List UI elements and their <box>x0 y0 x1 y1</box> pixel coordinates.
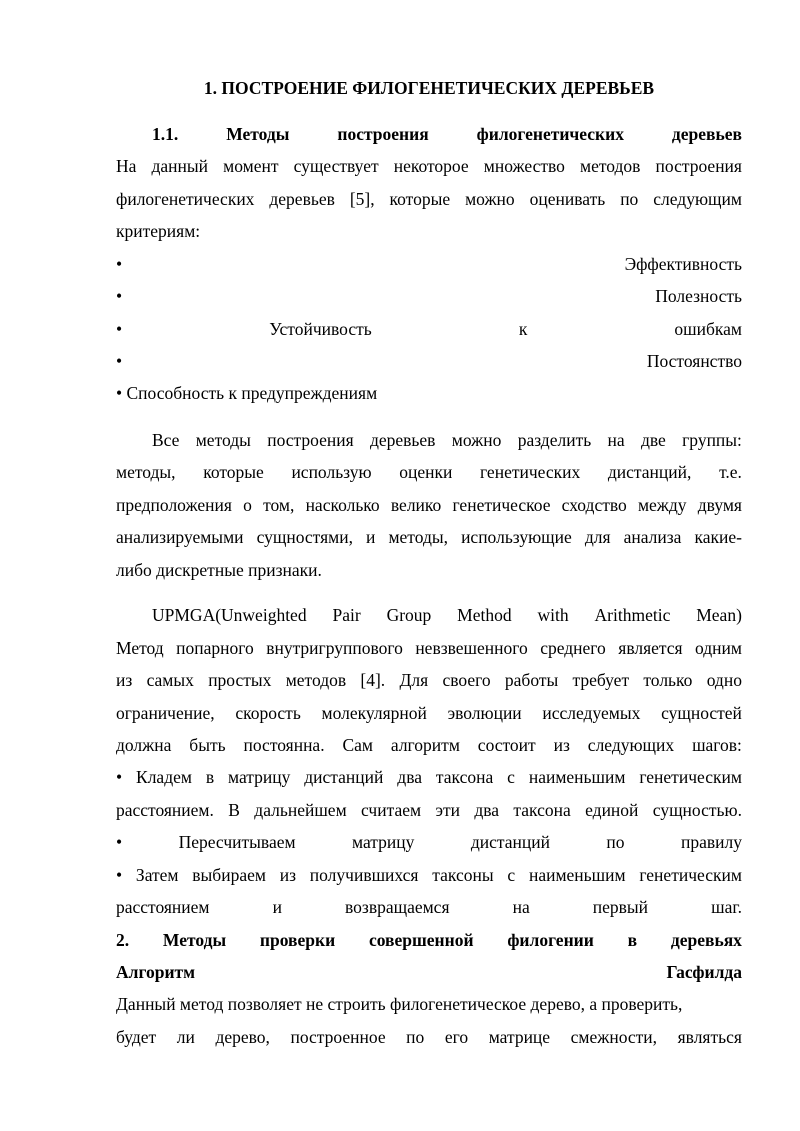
word: • <box>116 767 123 787</box>
word: из <box>279 865 296 885</box>
word: первый <box>592 897 649 917</box>
word: шагов: <box>692 735 742 755</box>
word: Pair <box>332 605 361 625</box>
word: построенное <box>290 1027 386 1047</box>
word: два <box>397 767 423 787</box>
word: деревьев <box>269 189 335 209</box>
word: дерево, <box>215 1027 270 1047</box>
word: попарного <box>176 638 254 658</box>
word: генетических <box>479 462 581 482</box>
word: Сам <box>342 735 373 755</box>
word: Алгоритм <box>116 962 196 982</box>
word: матрицу <box>228 767 291 787</box>
word: Постоянство <box>646 351 742 371</box>
word: две <box>640 430 666 450</box>
word: сходство <box>561 495 627 515</box>
paragraph-3-line-9 <box>116 863 742 887</box>
word: таксона <box>513 800 571 820</box>
word: ограничение, <box>116 703 215 723</box>
word: филогении <box>507 930 594 950</box>
word: построения <box>655 156 742 176</box>
word: дальнейшем <box>254 800 347 820</box>
paragraph-2-line-4 <box>116 525 742 549</box>
word: Arithmetic <box>594 605 671 625</box>
paragraph-3-line-5 <box>116 733 742 757</box>
word: эволюции <box>447 703 522 723</box>
word: работы <box>504 670 559 690</box>
word: • <box>116 254 123 274</box>
word: Эффективность <box>624 254 742 274</box>
word: исследуемых <box>542 703 641 723</box>
word: UPMGA(Unweighted <box>152 605 307 625</box>
word: смежности, <box>570 1027 658 1047</box>
word: и <box>366 527 376 547</box>
word: использую <box>291 462 372 482</box>
criteria-item-warnings: • Способность к предупреждениям <box>116 383 378 403</box>
word: Пересчитываем <box>178 832 296 852</box>
word: какие- <box>694 527 742 547</box>
word: том, <box>263 495 295 515</box>
paragraph-3-line-6 <box>116 765 742 789</box>
word: следующим <box>653 189 742 209</box>
paragraph-2-line-1 <box>152 428 742 452</box>
word: [5], <box>349 189 375 209</box>
word: • <box>116 351 123 371</box>
word: наименьшим <box>528 767 626 787</box>
paragraph-3-line-10 <box>116 895 742 919</box>
paragraph-2-line-2 <box>116 460 742 484</box>
word: 2. <box>116 930 130 950</box>
word: генетическим <box>639 865 742 885</box>
word: методы <box>195 430 251 450</box>
word: эти <box>435 800 460 820</box>
word: методы, <box>388 527 448 547</box>
paragraph-4-line-2 <box>116 1025 742 1049</box>
word: матрице <box>488 1027 551 1047</box>
criteria-item-robustness <box>116 317 742 341</box>
word: наименьшим <box>528 865 626 885</box>
word: своего <box>442 670 491 690</box>
word: • <box>116 319 123 339</box>
paragraph-1-line-2 <box>116 187 742 211</box>
word: Методы <box>226 124 290 144</box>
word: некоторое <box>393 156 469 176</box>
word: совершенной <box>368 930 474 950</box>
word: • <box>116 865 123 885</box>
word: Method <box>457 605 512 625</box>
word: в <box>205 767 215 787</box>
word: 1.1. <box>152 124 179 144</box>
word: предположения <box>116 495 232 515</box>
word: одно <box>706 670 742 690</box>
word: разделить <box>517 430 592 450</box>
section-1-1-heading <box>152 122 742 146</box>
word: расстоянием. <box>116 800 214 820</box>
word: самых <box>146 670 194 690</box>
word: генетическое <box>452 495 551 515</box>
word: ошибкам <box>674 319 742 339</box>
section-2-subheading <box>116 960 742 984</box>
word: алгоритм <box>390 735 460 755</box>
word: одним <box>695 638 742 658</box>
word: анализа <box>623 527 682 547</box>
paragraph-2-line-3 <box>116 493 742 517</box>
chapter-title: 1. ПОСТРОЕНИЕ ФИЛОГЕНЕТИЧЕСКИХ ДЕРЕВЬЕВ <box>203 78 655 98</box>
word: по <box>606 832 625 852</box>
word: в <box>627 930 638 950</box>
word: использующие <box>461 527 572 547</box>
word: дистанций <box>470 832 550 852</box>
word: проверки <box>259 930 336 950</box>
paragraph-3-line-7 <box>116 798 742 822</box>
word: для <box>584 527 611 547</box>
word: велико <box>390 495 442 515</box>
word: сущностей <box>661 703 742 723</box>
word: по <box>406 1027 425 1047</box>
word: На <box>116 156 137 176</box>
word: должна <box>116 735 172 755</box>
word: из <box>116 670 133 690</box>
paragraph-3-line-3 <box>116 668 742 692</box>
word: о <box>243 495 252 515</box>
word: является <box>618 638 683 658</box>
word: считаем <box>361 800 422 820</box>
word: среднего <box>540 638 606 658</box>
word: • <box>116 832 123 852</box>
word: таксоны <box>432 865 494 885</box>
word: будет <box>116 1027 157 1047</box>
paragraph-3-line-2 <box>116 636 742 660</box>
word: анализируемыми <box>116 527 244 547</box>
word: молекулярной <box>321 703 427 723</box>
word: оценки <box>399 462 453 482</box>
word: Устойчивость <box>269 319 372 339</box>
word: которые <box>203 462 264 482</box>
paragraph-1-line-1 <box>116 154 742 178</box>
word: деревьях <box>670 930 742 950</box>
word: шаг. <box>711 897 742 917</box>
word: состоит <box>477 735 536 755</box>
criteria-item-usefulness <box>116 284 742 308</box>
paragraph-1-line-3: критериям: <box>116 221 201 241</box>
word: единой <box>585 800 639 820</box>
word: Метод <box>116 638 164 658</box>
paragraph-3-line-1 <box>152 603 742 627</box>
paragraph-2-line-5: либо дискретные признаки. <box>116 560 322 580</box>
word: • <box>116 286 123 306</box>
word: расстоянием <box>116 897 210 917</box>
word: методы, <box>116 462 176 482</box>
word: можно <box>451 430 502 450</box>
word: оценивать <box>529 189 606 209</box>
word: Group <box>386 605 432 625</box>
word: построения <box>267 430 354 450</box>
word: насколько <box>305 495 380 515</box>
word: с <box>507 767 515 787</box>
word: т.е. <box>719 462 742 482</box>
word: данный <box>151 156 209 176</box>
word: группы: <box>682 430 742 450</box>
section-2-heading <box>116 928 742 952</box>
word: деревьев <box>671 124 742 144</box>
word: методов <box>285 670 347 690</box>
word: между <box>637 495 687 515</box>
word: его <box>444 1027 469 1047</box>
criteria-item-efficiency <box>116 252 742 276</box>
word: требует <box>572 670 630 690</box>
word: Методы <box>162 930 227 950</box>
word: момент <box>223 156 279 176</box>
paragraph-4-line-1: Данный метод позволяет не строить филогенетическое дерево, а проверить, <box>116 994 683 1014</box>
word: которые <box>389 189 451 209</box>
word: Все <box>152 430 180 450</box>
word: филогенетических <box>476 124 624 144</box>
word: Полезность <box>655 286 742 306</box>
word: по <box>620 189 639 209</box>
word: и <box>272 897 282 917</box>
word: правилу <box>680 832 742 852</box>
paragraph-3-line-4 <box>116 701 742 725</box>
word: дистанций, <box>607 462 692 482</box>
word: из <box>553 735 570 755</box>
word: с <box>507 865 516 885</box>
word: только <box>643 670 693 690</box>
word: Затем <box>135 865 179 885</box>
word: таксона <box>435 767 494 787</box>
word: невзвешенного <box>415 638 528 658</box>
word: сущностью. <box>652 800 742 820</box>
word: можно <box>465 189 515 209</box>
word: ли <box>176 1027 195 1047</box>
word: получившихся <box>309 865 419 885</box>
word: являться <box>677 1027 742 1047</box>
word: филогенетических <box>116 189 255 209</box>
word: матрицу <box>352 832 415 852</box>
word: В <box>228 800 240 820</box>
word: with <box>537 605 569 625</box>
word: двумя <box>697 495 742 515</box>
word: Для <box>399 670 429 690</box>
word: Mean) <box>696 605 742 625</box>
word: Гасфилда <box>666 962 742 982</box>
word: два <box>474 800 500 820</box>
word: внутригруппового <box>266 638 403 658</box>
word: построения <box>337 124 429 144</box>
paragraph-3-line-8 <box>116 830 742 854</box>
word: выбираем <box>192 865 266 885</box>
word: к <box>518 319 528 339</box>
word: простых <box>208 670 272 690</box>
word: деревьев <box>369 430 436 450</box>
word: Кладем <box>136 767 192 787</box>
criteria-item-consistency <box>116 349 742 373</box>
word: на <box>512 897 530 917</box>
word: [4]. <box>360 670 386 690</box>
word: постоянна. <box>243 735 325 755</box>
word: возвращаемся <box>345 897 450 917</box>
word: генетическим <box>639 767 742 787</box>
word: множество <box>483 156 565 176</box>
word: методов <box>580 156 641 176</box>
word: на <box>607 430 625 450</box>
word: следующих <box>587 735 675 755</box>
word: скорость <box>235 703 301 723</box>
word: дистанций <box>304 767 384 787</box>
word: существует <box>293 156 379 176</box>
word: быть <box>189 735 226 755</box>
word: сущностями, <box>256 527 353 547</box>
